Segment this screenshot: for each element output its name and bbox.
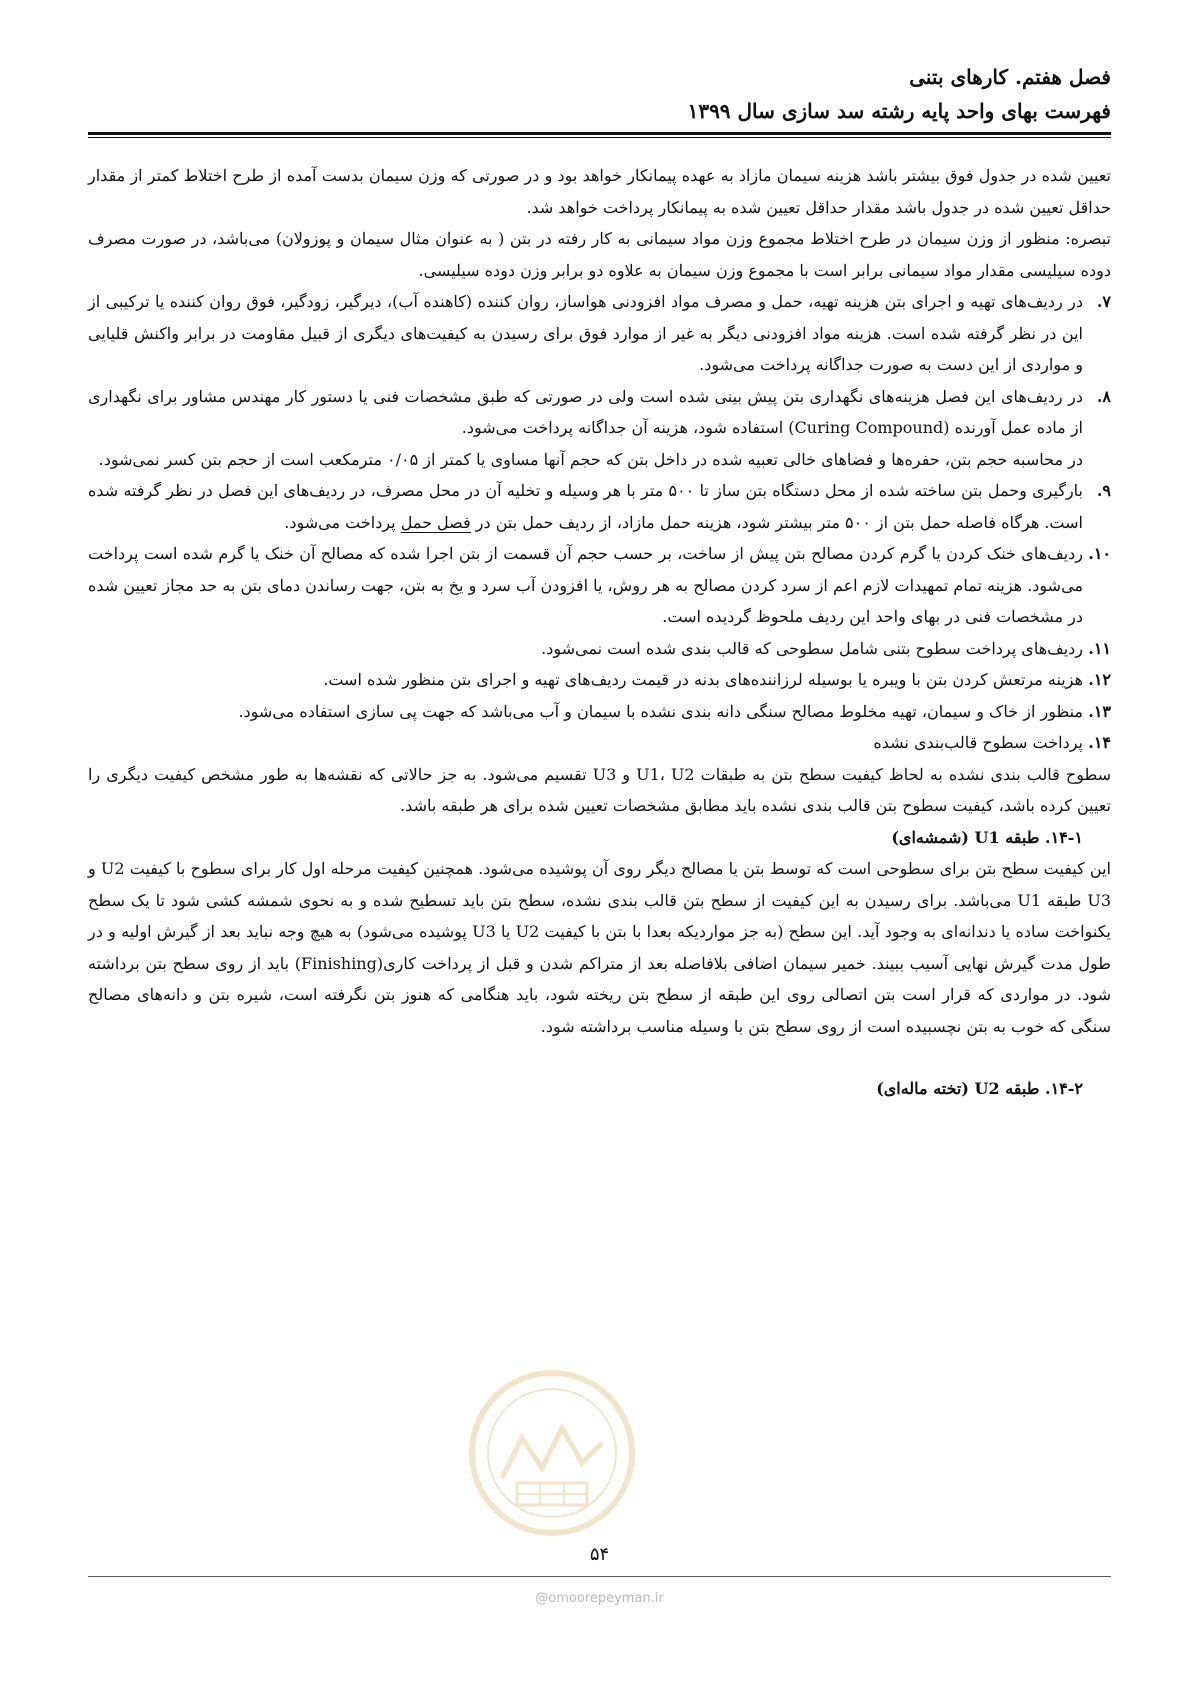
list-item-9 [88, 475, 1111, 538]
subsection-u2-title: ۱۴-۲. طبقه U2 (تخته ماله‌ای) [876, 1079, 1083, 1098]
header-rule-thin [88, 137, 1111, 138]
list-text-tail: پرداخت می‌شود. [284, 512, 396, 532]
footer-rule [88, 1576, 1111, 1577]
site-watermark-text: @omoorepeyman.ir [535, 1591, 664, 1606]
list-text: در ردیف‌های این فصل هزینه‌های نگهداری بتن پیش بینی شده است ولی در صورتی که طبق مشخصات فنی یا دستور کار مهندس مشاور برای نگهداری از ماده عمل آورنده (Curing Compound) استفاده شود، هزینه آن جداگانه پرداخت می‌شود. [88, 386, 1083, 437]
list-number: ۷. [1096, 292, 1111, 311]
paragraph-note: تبصره: منظور از وزن سیمان در طرح اختلاط مجموع وزن مواد سیمانی به کار رفته در بتن ( به عنوان مثال سیمان و پوزولان) می‌باشد، در صورت مصرف دوده سیلیسی مقدار مواد سیمانی برابر است با مجموع وزن سیمان به علاوه دو برابر وزن دوده سیلیسی. [88, 229, 1111, 280]
list-text: در ردیف‌های تهیه و اجرای بتن هزینه تهیه، حمل و مصرف مواد افزودنی هواساز، روان کننده (کاهنده آب)، دیرگیر، زودگیر، فوق روان کننده یا ترکیبی از این در نظر گرفته شده است. هزینه مواد افزودنی دیگر به غیر از موارد فوق برای رسیدن به کیفیت‌های دیگری از قبیل مقاومت در برابر واکنش قلیایی و مواردی از این دست به صورت جداگانه پرداخت می‌شود. [88, 292, 1083, 374]
paragraph-u1: این کیفیت سطح بتن برای سطوحی است که توسط بتن یا مصالح دیگر روی آن پوشیده می‌شود. همچنین کیفیت مرحله اول کار برای سطوح با کیفیت U2 و U3 طبقه U1 می‌باشد. برای رسیدن به این کیفیت از سطح بتن قالب بندی نشده، سطح بتن باید تسطیح شده و به نحوی شمشه کشی شود تا یک سطح یکنواخت ساده یا دندانه‌ای به وجود آید. این سطح (به جز مواردیکه بعدا با بتن با کیفیت U2 یا U3 پوشیده می‌شود) به هیچ وجه نباید بعد از گیرش اولیه و در طول مدت گیرش نهایی آسیب ببیند. خمیر سیمان اضافی بلافاصله بعد از متراکم شدن و قبل از پرداخت کاری(Finishing) باید از روی سطح بتن برداشته شود. در مواردی که قرار است بتن اتصالی روی این طبقه از سطح بتن ریخته شود، باید هنگامی که هنوز بتن نگرفته است، شیره بتن و دانه‌های مصالح سنگی که خوب به بتن نچسبیده است از روی سطح بتن با وسیله مناسب برداشته شود. [88, 859, 1112, 1036]
chapter-link[interactable]: فصل حمل [400, 512, 471, 532]
list-text: ردیف‌های پرداخت سطوح بتنی شامل سطوحی که قالب بندی شده است نمی‌شود. [541, 638, 1083, 658]
document-body [88, 160, 1111, 1105]
list-number: ۱۱. [1088, 638, 1111, 658]
list-number: ۱۰. [1088, 544, 1111, 563]
header-rule-thick [88, 132, 1111, 135]
list-item-11 [88, 633, 1111, 665]
list-number: ۸. [1096, 386, 1111, 406]
list-number: ۹. [1096, 481, 1111, 500]
list-text: پرداخت سطوح قالب‌بندی نشده [873, 733, 1083, 752]
list-text: ردیف‌های خنک کردن یا گرم کردن مصالح بتن پیش از ساخت، بر حسب حجم آن قسمت از بتن اجرا شده که مصالح آن خنک یا گرم شده است پرداخت می‌شود. هزینه تمام تمهیدات لازم اعم از سرد کردن مصالح به هر روش، یا افزودن آب سرد و یخ به بتن، جهت رساندن دمای بتن به حد مجاز تعیین شده در مشخصات فنی در بهای واحد این ردیف ملحوظ گردیده است. [88, 544, 1084, 626]
list-text-main: بارگیری وحمل بتن ساخته شده از محل دستگاه بتن ساز تا ۵۰۰ متر با هر وسیله و تخلیه آن در محل مصرف، در ردیف‌های این فصل در نظر گرفته شده است. هرگاه فاصله حمل بتن از ۵۰۰ متر بیشتر شود، هزینه حمل مازاد، از ردیف حمل بتن در [88, 481, 1084, 532]
chapter-title: فصل هفتم. کارهای بتنی [909, 65, 1111, 89]
list-item-8 [88, 381, 1111, 444]
list-item-13 [88, 696, 1111, 728]
list-number: ۱۲. [1088, 670, 1111, 689]
list-item-10 [88, 538, 1111, 633]
paragraph-intro: تعیین شده در جدول فوق بیشتر باشد هزینه سیمان مازاد به عهده پیمانکار خواهد بود و در صورتی که وزن سیمان بدست آمده از طرح اختلاط کمتر از مقدار حداقل تعیین شده در جدول باشد مقدار حداقل تعیین شده به پیمانکار پرداخت خواهد شد. [88, 166, 1111, 217]
list-number: ۱۴. [1088, 733, 1111, 752]
document-page [88, 0, 1111, 1684]
list-text [88, 475, 1083, 538]
list-item-14 [88, 727, 1111, 759]
list-item-12 [88, 664, 1111, 696]
document-title: فهرست بهای واحد پایه رشته سد سازی سال ۱۳۹۹ [687, 99, 1111, 123]
page-header [88, 60, 1111, 128]
spacer [88, 1042, 1111, 1073]
list-text: منظور از خاک و سیمان، تهیه مخلوط مصالح سنگی دانه بندی نشده با سیمان و آب می‌باشد که جهت پی سازی استفاده می‌شود. [238, 701, 1083, 721]
paragraph-volume: در محاسبه حجم بتن، حفره‌ها و فضاهای خالی تعبیه شده در داخل بتن که حجم آنها مساوی یا کمتر از ۰/۰۵ مترمکعب است از حجم بتن کسر نمی‌شود. [98, 449, 1083, 469]
paragraph-surfaces: سطوح قالب بندی نشده به لحاظ کیفیت سطح بتن به طبقات U1، U2 و U3 تقسیم می‌شود. به جز حالاتی که نقشه‌ها به طور مشخص کیفیت دیگری را تعیین کرده باشد، کیفیت سطوح بتن قالب بندی نشده باید مطابق مشخصات تعیین شده برای هر طبقه باشد. [88, 764, 1112, 815]
list-number: ۱۳. [1088, 701, 1111, 721]
page-number: ۵۴ [589, 1544, 610, 1565]
list-item-7 [88, 286, 1111, 381]
subsection-u1-title: ۱۴-۱. طبقه U1 (شمشه‌ای) [891, 827, 1083, 847]
list-text: هزینه مرتعش کردن بتن با ویبره یا بوسیله لرزاننده‌های بدنه در قیمت ردیف‌های تهیه و اجرای بتن منظور شده است. [323, 670, 1083, 689]
